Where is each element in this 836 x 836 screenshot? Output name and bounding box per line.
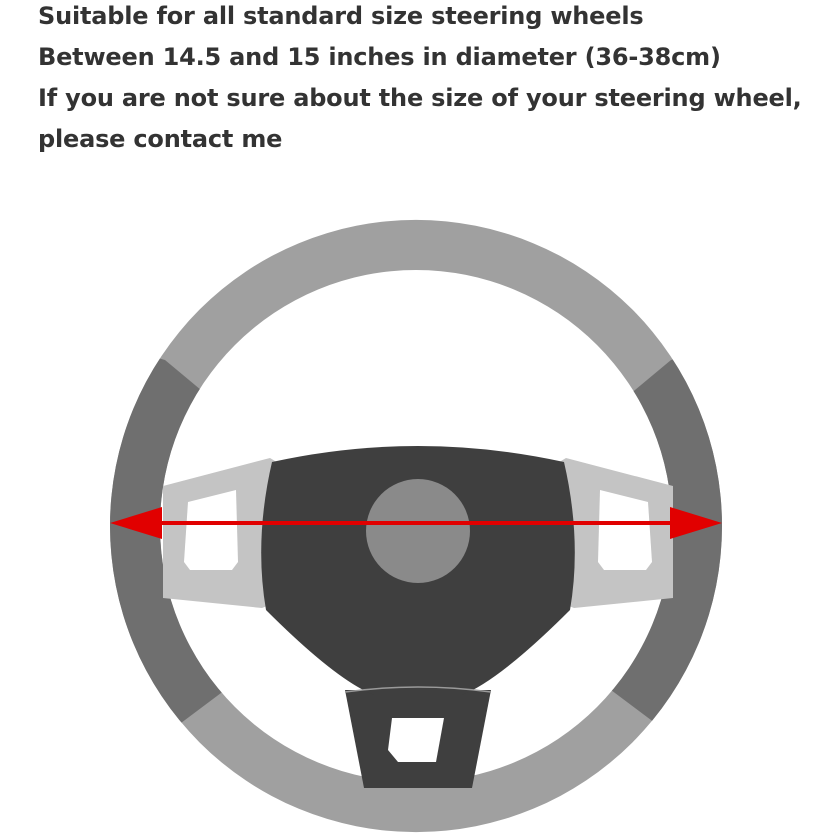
- left-spoke-button-panel: [184, 490, 238, 570]
- bottom-spoke-button-panel: [388, 718, 444, 762]
- caption-line-compatibility: Suitable for all standard size steering wheels: [38, 2, 644, 30]
- caption-line-contact-2: please contact me: [38, 125, 283, 153]
- center-cap: [366, 479, 470, 583]
- right-spoke-button-panel: [598, 490, 652, 570]
- caption-line-contact-1: If you are not sure about the size of your steering wheel,: [38, 84, 802, 112]
- caption-line-diameter: Between 14.5 and 15 inches in diameter (36-38cm): [38, 43, 721, 71]
